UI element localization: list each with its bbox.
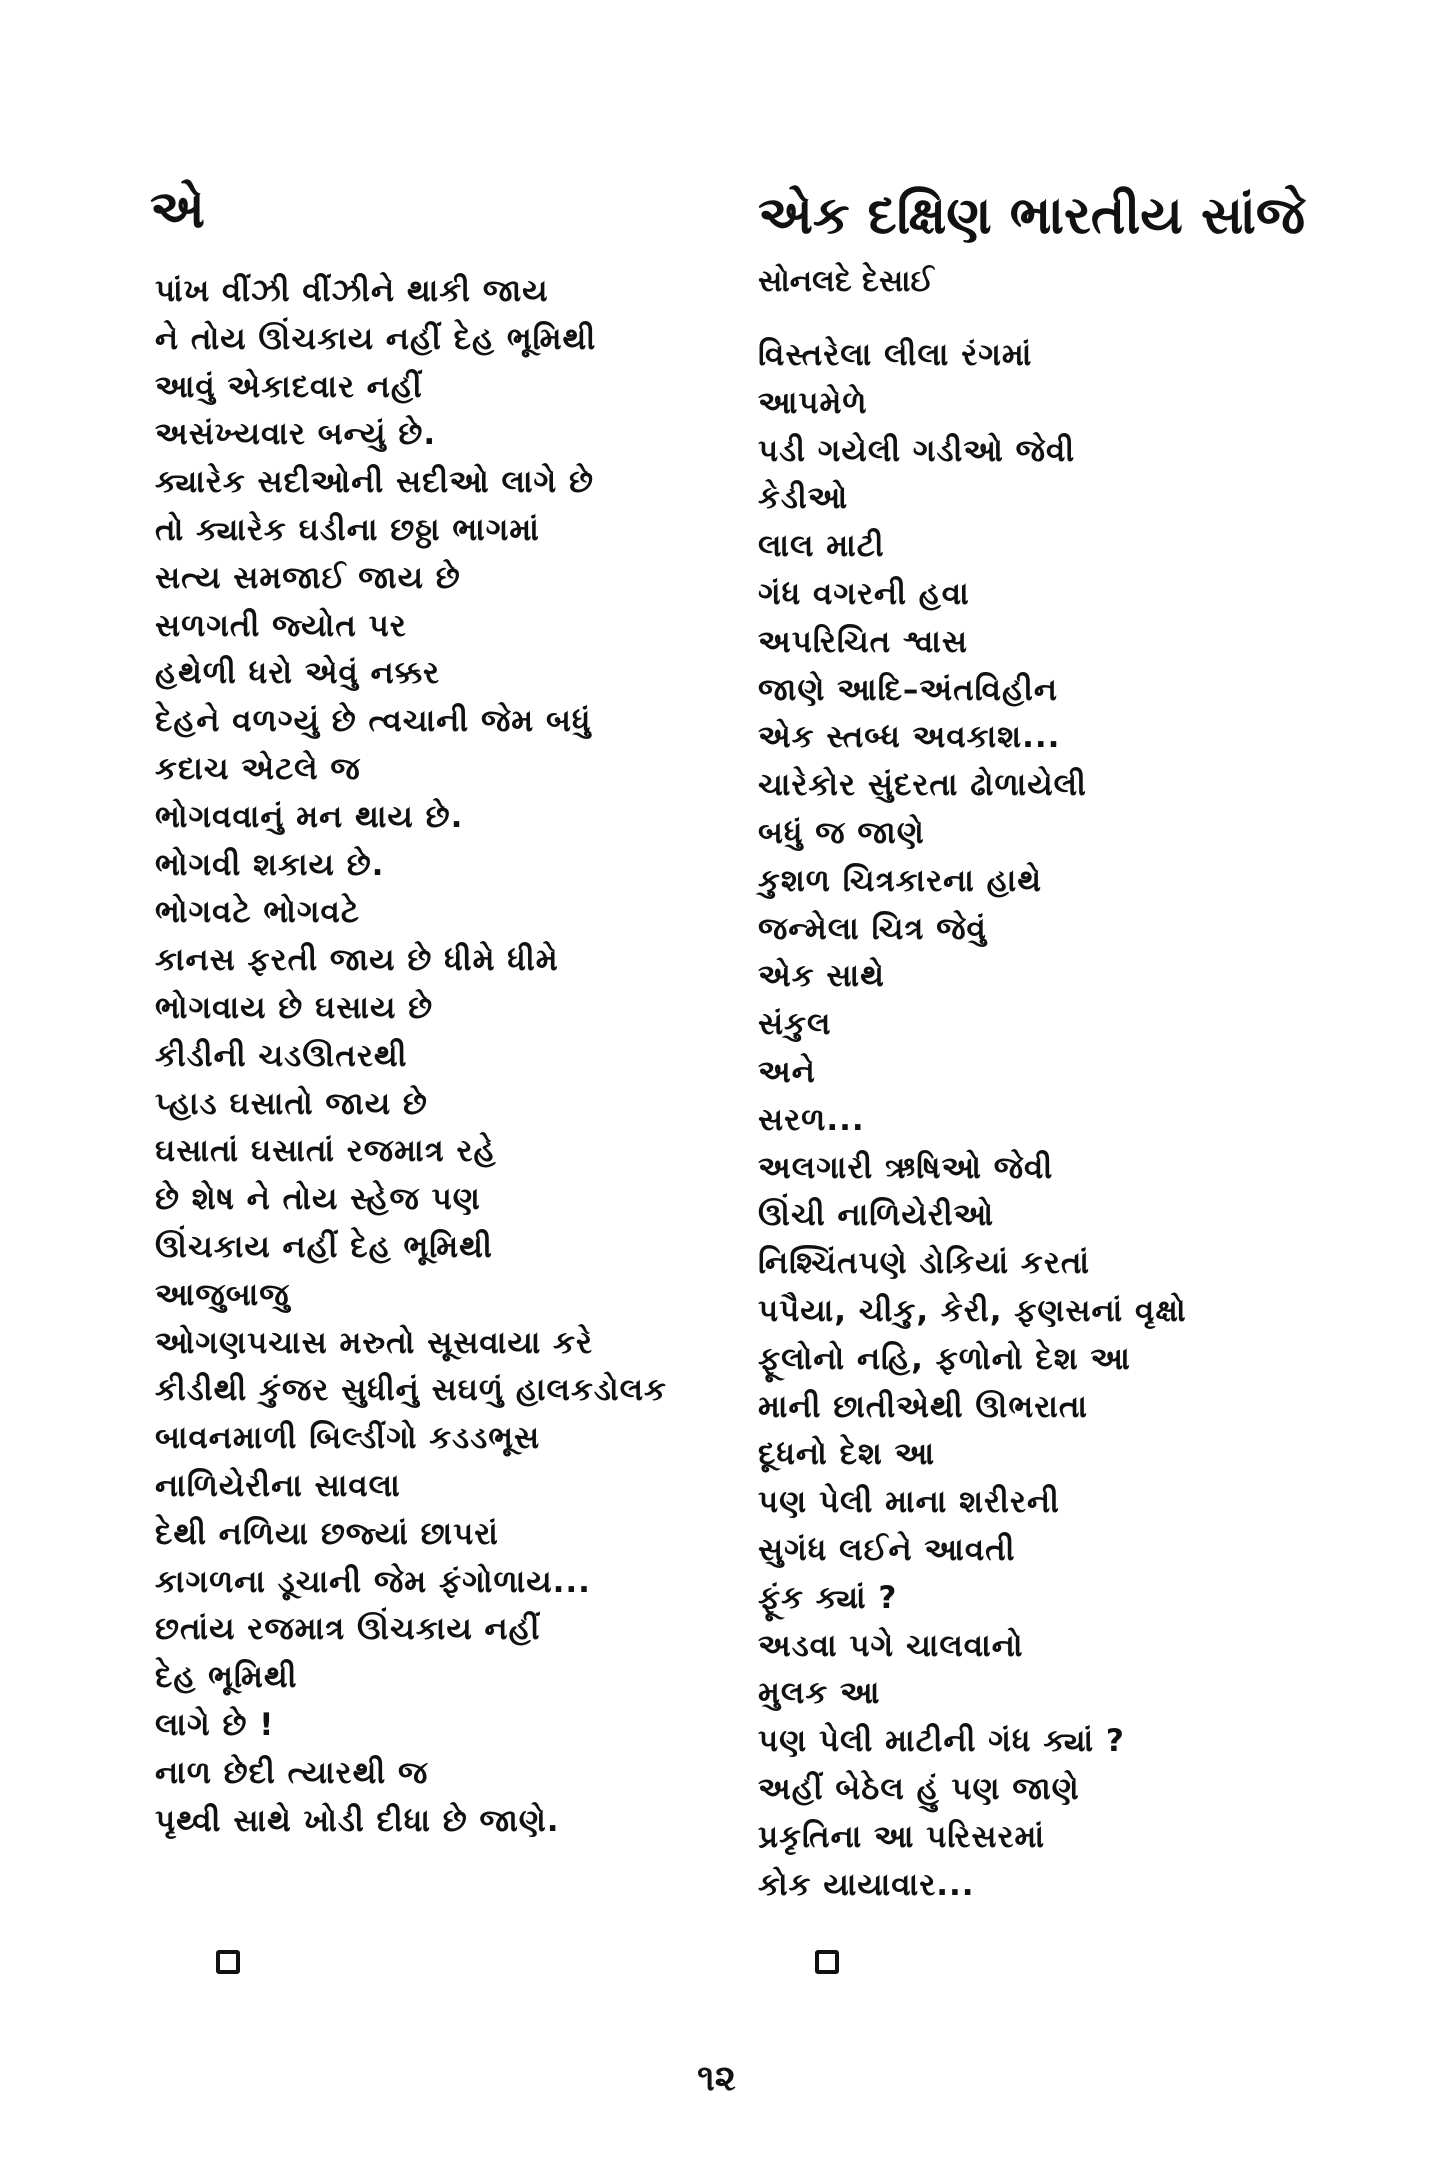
poem-line: અહીં બેઠેલ હું પણ જાણે xyxy=(758,1770,1080,1807)
poem-line: સુગંધ લઈને આવતી xyxy=(758,1531,1016,1568)
poem-line: ફૂંક ક્યાં ? xyxy=(758,1579,898,1616)
poem-line: ભોગવટે ભોગવટે xyxy=(155,894,360,931)
poem-line: અડવા પગે ચાલવાનો xyxy=(758,1627,1024,1664)
poem-line: ચારેકોર સુંદરતા ઢોળાયેલી xyxy=(758,767,1087,804)
page-number: ૧૨ xyxy=(697,2058,736,2099)
poem-line: જન્મેલા ચિત્ર જેવું xyxy=(758,910,987,947)
poem-line: કેડીઓ xyxy=(758,480,849,517)
poem-line: છતાંય રજમાત્ર ઊંચકાય નહીં xyxy=(155,1611,541,1648)
poem-line: અલગારી ઋષિઓ જેવી xyxy=(758,1149,1054,1186)
poem-line: કાનસ ફરતી જાય છે ધીમે ધીમે xyxy=(155,942,559,979)
poem-line: આપમેળે xyxy=(758,384,868,421)
poem-line: પ્રકૃતિના આ પરિસરમાં xyxy=(758,1818,1046,1855)
poem-line: એક સ્તબ્ધ અવકાશ... xyxy=(758,719,1061,756)
poem-line: ઊંચકાય નહીં દેહ ભૂમિથી xyxy=(155,1228,493,1265)
poem-line: બધું જ જાણે xyxy=(758,814,925,851)
poem-line: મુલક આ xyxy=(758,1675,881,1712)
poem-line: દૂધનો દેશ આ xyxy=(758,1436,936,1473)
poem-line: પૃથ્વી સાથે ખોડી દીધા છે જાણે. xyxy=(155,1802,560,1839)
right-poem-author: સોનલદે દેસાઈ xyxy=(758,264,934,299)
right-poem-title: એક દક્ષિણ ભારતીય સાંજે xyxy=(758,186,1306,246)
poem-line: કાગળના ડૂચાની જેમ ફંગોળાય... xyxy=(155,1563,591,1600)
poem-line: કુશળ ચિત્રકારના હાથે xyxy=(758,862,1043,899)
poem-line: પણ પેલી માટીની ગંધ ક્યાં ? xyxy=(758,1723,1125,1760)
poem-line: પ્હાડ ઘસાતો જાય છે xyxy=(155,1085,428,1122)
poem-line: બાવનમાળી બિલ્ડીંગો કડડભૂસ xyxy=(155,1420,541,1457)
poem-line: ને તોય ઊંચકાય નહીં દેહ ભૂમિથી xyxy=(155,320,597,357)
poem-line: સળગતી જ્યોત પર xyxy=(155,607,407,644)
poem-line: છે શેષ ને તોય સ્હેજ પણ xyxy=(155,1181,481,1218)
poem-line: કદાચ એટલે જ xyxy=(155,750,361,787)
poem-line: આવું એકાદવાર નહીં xyxy=(155,368,423,405)
poem-line: આજુબાજુ xyxy=(155,1276,290,1313)
poem-line: સત્ય સમજાઈ જાય છે xyxy=(155,559,461,596)
poem-line: દેહ ભૂમિથી xyxy=(155,1659,298,1696)
left-poem-title: એ xyxy=(150,180,205,240)
poem-line: નાળિયેરીના સાવલા xyxy=(155,1467,401,1504)
poem-line: અસંખ્યવાર બન્યું છે. xyxy=(155,416,437,453)
poem-line: એક સાથે xyxy=(758,958,885,995)
poem-line: પાંખ વીંઝી વીંઝીને થાકી જાય xyxy=(155,273,549,309)
poem-line: ગંધ વગરની હવા xyxy=(758,575,970,612)
right-poem-body xyxy=(758,332,1187,1909)
poem-line: નાળ છેદી ત્યારથી જ xyxy=(155,1754,429,1791)
poem-line: ક્યારેક સદીઓની સદીઓ લાગે છે xyxy=(155,464,594,501)
poem-line: પડી ગયેલી ગડીઓ જેવી xyxy=(758,432,1076,469)
poem-line: માની છાતીએથી ઊભરાતા xyxy=(758,1388,1088,1425)
poem-line: ભોગવાય છે ઘસાય છે xyxy=(155,989,434,1026)
poem-line: ઘસાતાં ઘસાતાં રજમાત્ર રહે xyxy=(155,1133,497,1170)
poem-line: વિસ્તરેલા લીલા રંગમાં xyxy=(758,337,1033,373)
poem-line: ભોગવવાનું મન થાય છે. xyxy=(155,798,464,835)
left-poem-body xyxy=(155,268,667,1845)
poem-line: જાણે આદિ–અંતવિહીન xyxy=(758,671,1058,708)
poem-line: સરળ... xyxy=(758,1101,865,1138)
poem-line: અને xyxy=(758,1053,816,1090)
end-mark-box-icon xyxy=(216,1950,240,1974)
poem-line: ઊંચી નાળિયેરીઓ xyxy=(758,1197,995,1234)
poem-line: કીડીથી કુંજર સુધીનું સઘળું હાલકડોલક xyxy=(155,1372,667,1409)
poem-line: તો ક્યારેક ઘડીના છઠ્ઠા ભાગમાં xyxy=(155,511,540,548)
poem-line: હથેળી ધરો એવું નક્કર xyxy=(155,655,441,692)
poem-line: લાગે છે ! xyxy=(155,1706,275,1743)
poem-line: કોક યાયાવાર... xyxy=(758,1866,975,1903)
end-mark-box-icon xyxy=(815,1950,839,1974)
poem-line: ફૂલોનો નહિ, ફળોનો દેશ આ xyxy=(758,1340,1131,1377)
poem-line: ભોગવી શકાય છે. xyxy=(155,846,385,883)
poem-line: દેથી નળિયા છજ્યાં છાપરાં xyxy=(155,1515,499,1552)
poem-line: અપરિચિત શ્વાસ xyxy=(758,623,968,660)
poem-line: લાલ માટી xyxy=(758,528,885,565)
poem-line: પપૈયા, ચીકુ, કેરી, ફણસનાં વૃક્ષો xyxy=(758,1292,1187,1329)
poem-line: પણ પેલી માના શરીરની xyxy=(758,1484,1060,1521)
poem-line: ઓગણપચાસ મરુતો સૂસવાયા કરે xyxy=(155,1324,594,1361)
poem-line: દેહને વળગ્યું છે ત્વચાની જેમ બધું xyxy=(155,703,592,740)
poem-line: સંકુલ xyxy=(758,1006,832,1043)
poem-line: કીડીની ચડઊતરથી xyxy=(155,1037,408,1074)
poem-line: નિશ્ચિંતપણે ડોકિયાં કરતાં xyxy=(758,1245,1090,1282)
